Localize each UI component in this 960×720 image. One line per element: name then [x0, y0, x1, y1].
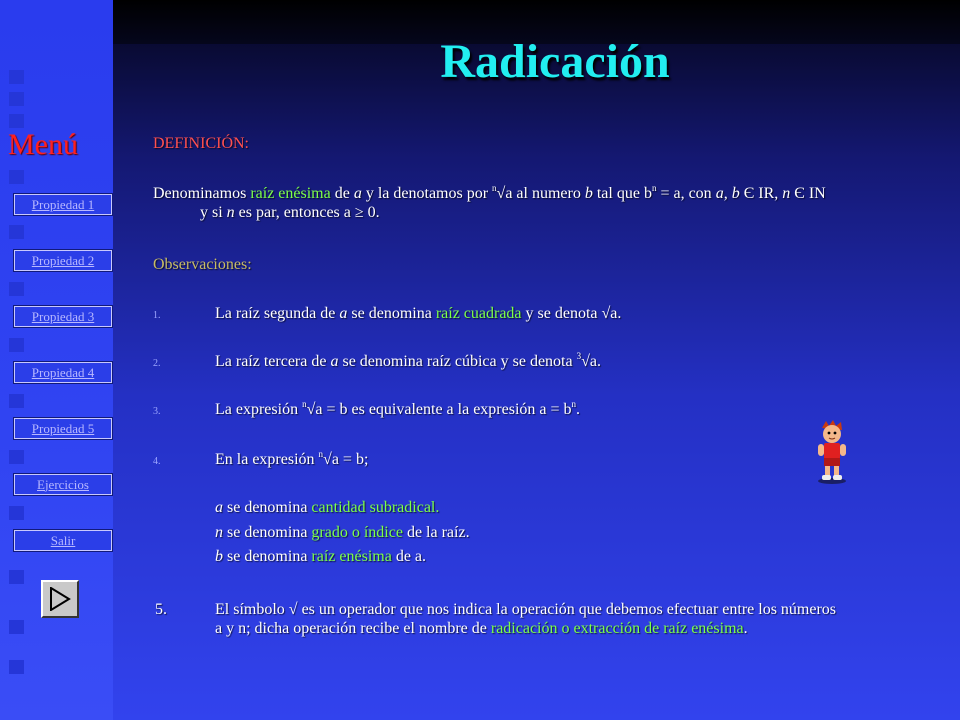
obs-var: a	[339, 305, 348, 322]
sub-highlight: grado o índice	[311, 524, 403, 541]
def-text: Є IR,	[739, 185, 783, 202]
obs-text: √a.	[581, 353, 601, 370]
obs-text: La raíz segunda de	[215, 305, 340, 322]
observation-3	[215, 400, 580, 419]
sub-text: de a.	[391, 548, 427, 565]
def-text: √a al numero	[496, 185, 585, 202]
observation-5-line-1: El símbolo √ es un operador que nos indica la operación que debemos efectuar entre los números	[215, 601, 837, 618]
decor-square	[9, 394, 24, 408]
sub-var: a	[215, 499, 223, 516]
def-text: es par, entonces a ≥ 0.	[234, 204, 380, 221]
decor-square	[9, 70, 24, 84]
observation-4	[215, 450, 368, 469]
obs-text: y se denota √a.	[521, 305, 622, 322]
menu-propiedad-2-button[interactable]: Propiedad 2	[14, 250, 112, 271]
decor-square	[9, 450, 24, 464]
def-var: n	[782, 185, 791, 202]
obs-number: 1.	[153, 310, 161, 321]
def-text: de	[330, 185, 354, 202]
sub-highlight: cantidad subradical.	[311, 499, 440, 516]
play-arrow-icon	[49, 587, 71, 611]
obs-sup: n	[318, 449, 324, 459]
sub-item-3	[215, 547, 426, 566]
def-text: y la denotamos por	[361, 185, 493, 202]
obs-sup: n	[571, 399, 577, 409]
def-var: a	[353, 185, 362, 202]
decor-square	[9, 620, 24, 634]
definition-line-2	[200, 203, 380, 222]
menu-propiedad-1-button[interactable]: Propiedad 1	[14, 194, 112, 215]
sub-var: n	[215, 524, 223, 541]
obs-number: 2.	[153, 358, 161, 369]
page-title: Radicación	[440, 35, 670, 88]
obs-var: a	[330, 353, 339, 370]
sub-text: se denomina	[223, 499, 312, 516]
obs-text: La expresión	[215, 401, 303, 418]
decor-square	[9, 506, 24, 520]
sub-text: se denomina	[223, 548, 312, 565]
menu-salir-button[interactable]: Salir	[14, 530, 112, 551]
sub-text: se denomina	[223, 524, 312, 541]
obs-sup: n	[302, 399, 307, 409]
def-text: y si	[200, 204, 227, 221]
observation-1	[215, 304, 621, 323]
sub-item-2	[215, 523, 470, 542]
obs-number-5: 5.	[155, 601, 167, 618]
decor-square	[9, 282, 24, 296]
decor-square	[9, 660, 24, 674]
menu-propiedad-5-button[interactable]: Propiedad 5	[14, 418, 112, 439]
def-sup: n	[492, 183, 497, 193]
obs-number: 4.	[153, 456, 161, 467]
observation-2	[215, 352, 601, 371]
next-slide-button[interactable]	[41, 580, 79, 618]
menu-ejercicios-button[interactable]: Ejercicios	[14, 474, 112, 495]
obs-text: La raíz tercera de	[215, 353, 331, 370]
obs-text: se denomina	[347, 305, 436, 322]
observation-5-line-2	[215, 619, 748, 638]
def-sup: n	[651, 183, 657, 193]
decor-square	[9, 225, 24, 239]
def-var: b	[584, 185, 593, 202]
obs-text: √a = b es equivalente a la expresión a = b	[306, 401, 572, 418]
def-var: n	[226, 204, 235, 221]
definition-line-1	[153, 184, 953, 203]
observations-heading: Observaciones:	[153, 256, 252, 273]
decor-square	[9, 114, 24, 128]
basketball-player-illustration	[810, 420, 854, 484]
obs-text: .	[576, 401, 581, 418]
menu-propiedad-4-button[interactable]: Propiedad 4	[14, 362, 112, 383]
sub-highlight: raíz enésima	[311, 548, 392, 565]
def-text: tal que b	[592, 185, 652, 202]
sub-item-1	[215, 498, 439, 517]
menu-propiedad-3-button[interactable]: Propiedad 3	[14, 306, 112, 327]
definition-heading: DEFINICIÓN:	[153, 135, 249, 152]
obs-text: se denomina raíz cúbica y se denota	[338, 353, 577, 370]
def-text: = a, con	[656, 185, 716, 202]
sub-text: de la raíz.	[402, 524, 470, 541]
obs-text: √a = b;	[323, 451, 369, 468]
obs-text: .	[743, 620, 748, 637]
def-text: Є IN	[790, 185, 826, 202]
sub-var: b	[215, 548, 223, 565]
obs-text: En la expresión	[215, 451, 319, 468]
obs-highlight: raíz cuadrada	[435, 305, 522, 322]
decor-square	[9, 570, 24, 584]
obs-number: 3.	[153, 406, 161, 417]
obs-text: a y n; dicha operación recibe el nombre de	[215, 620, 491, 637]
sidebar	[0, 0, 113, 720]
def-highlight: raíz enésima	[250, 185, 331, 202]
decor-square	[9, 338, 24, 352]
obs-highlight: radicación o extracción de raíz enésima	[490, 620, 744, 637]
obs-sup: 3	[576, 351, 582, 361]
decor-square	[9, 92, 24, 106]
decor-square	[9, 170, 24, 184]
def-text: Denominamos	[153, 185, 251, 202]
def-var: a, b	[715, 185, 740, 202]
menu-title: Menú	[8, 128, 78, 161]
